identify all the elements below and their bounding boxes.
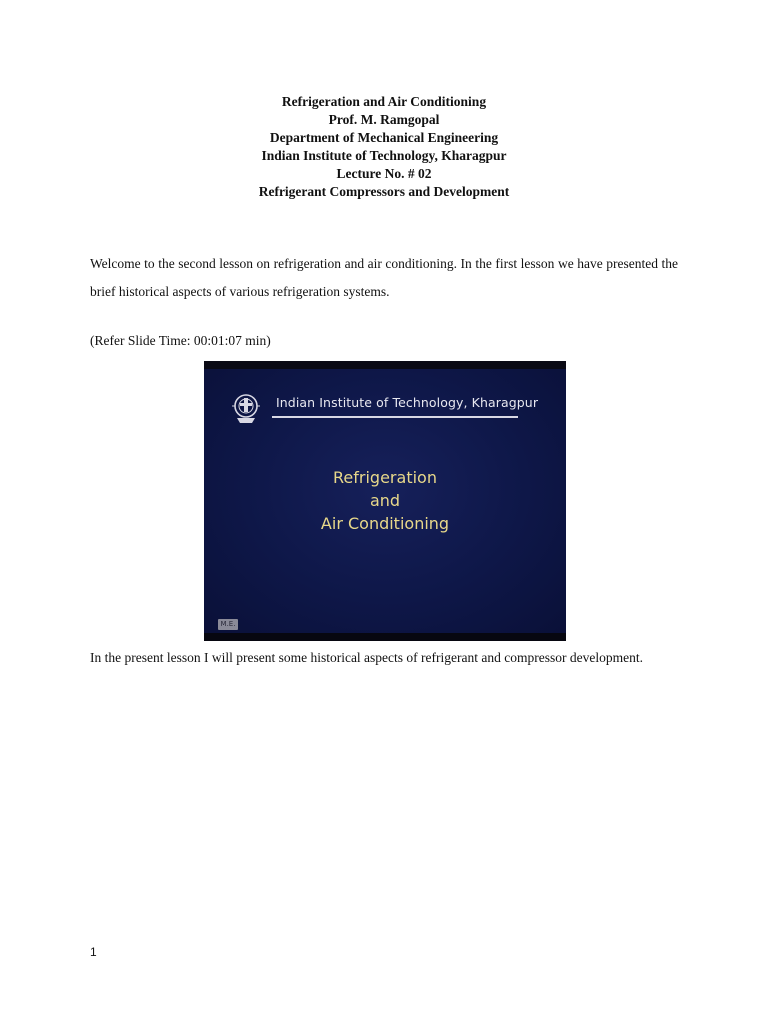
slide-background [204, 369, 566, 633]
department-name: Department of Mechanical Engineering [269, 130, 499, 145]
slide-header-text: Indian Institute of Technology, Kharagpur [276, 395, 539, 410]
present-paragraph: In the present lesson I will present some historical aspects of refrigerant and compressor development. [90, 650, 643, 665]
course-title: Refrigeration and Air Conditioning [281, 94, 487, 109]
page-number: 1 [90, 945, 97, 959]
professor-name: Prof. M. Ramgopal [328, 112, 440, 127]
slide-corner-badge: M.E. [218, 619, 238, 630]
iit-kharagpur-logo-icon [232, 391, 260, 425]
slide-title-line-2: and [369, 491, 401, 510]
document-header [0, 93, 768, 201]
slide-title-line-1: Refrigeration [333, 468, 437, 487]
slide-top-border [204, 361, 566, 369]
slide-title [204, 466, 566, 535]
lecture-title: Refrigerant Compressors and Development [258, 184, 510, 199]
lecture-slide-image [204, 361, 566, 641]
intro-paragraph: Welcome to the second lesson on refrigeration and air conditioning. In the first lesson we have presented the brief historical aspects of various refrigeration systems. [90, 256, 678, 299]
institute-name: Indian Institute of Technology, Kharagpur [261, 148, 507, 163]
slide-header-divider [272, 416, 518, 418]
lecture-number: Lecture No. # 02 [336, 166, 432, 181]
refer-slide-time: (Refer Slide Time: 00:01:07 min) [90, 333, 271, 348]
slide-title-line-3: Air Conditioning [320, 514, 450, 533]
